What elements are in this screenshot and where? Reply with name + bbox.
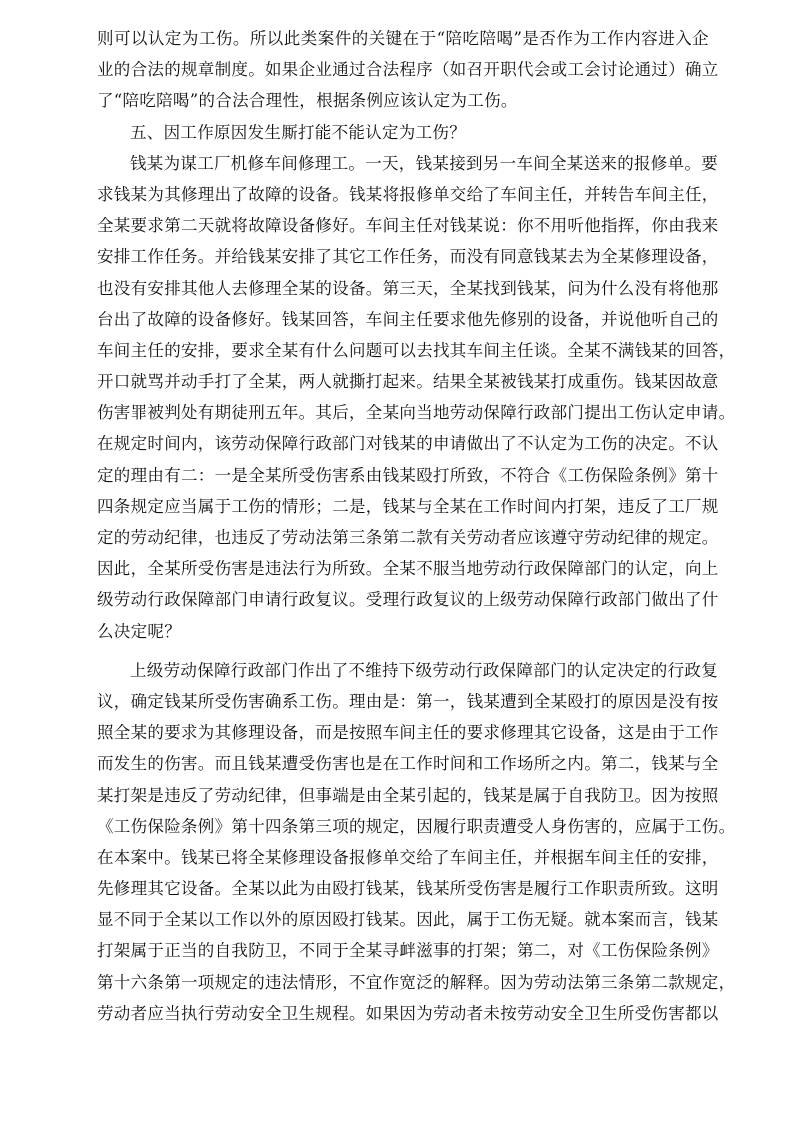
- text-line: 议，确定钱某所受伤害确系工伤。理由是：第一，钱某遭到全某殴打的原因是没有按: [97, 691, 719, 711]
- text-line: 显不同于全某以工作以外的原因殴打钱某。因此，属于工伤无疑。就本案而言，钱某: [97, 910, 719, 930]
- text-line: 开口就骂并动手打了全某，两人就撕打起来。结果全某被钱某打成重伤。钱某因故意: [97, 372, 719, 392]
- text-line: 伤害罪被判处有期徒刑五年。其后，全某向当地劳动保障行政部门提出工伤认定申请。: [97, 403, 736, 423]
- text-line: 照全某的要求为其修理设备，而是按照车间主任的要求修理其它设备，这是由于工作: [97, 723, 719, 743]
- text-line: 在本案中。钱某已将全某修理设备报修单交给了车间主任，并根据车间主任的安排，: [97, 847, 719, 867]
- text-line: 全某要求第二天就将故障设备修好。车间主任对钱某说：你不用听他指挥，你由我来: [97, 216, 719, 236]
- text-line: 先修理其它设备。全某以此为由殴打钱某，钱某所受伤害是履行工作职责所致。这明: [97, 879, 719, 899]
- text-line: 上级劳动保障行政部门作出了不维持下级劳动行政保障部门的认定决定的行政复: [130, 660, 718, 680]
- text-line: 定的理由有二：一是全某所受伤害系由钱某殴打所致，不符合《工伤保险条例》第十: [97, 465, 719, 485]
- text-line: 台出了故障的设备修好。钱某回答，车间主任要求他先修别的设备，并说他听自己的: [97, 309, 719, 329]
- text-line: 打架属于正当的自我防卫，不同于全某寻衅滋事的打架；第二，对《工伤保险条例》: [97, 941, 719, 961]
- text-line: 在规定时间内，该劳动保障行政部门对钱某的申请做出了不认定为工伤的决定。不认: [97, 434, 719, 454]
- text-line: 业的合法的规章制度。如果企业通过合法程序（如召开职代会或工会讨论通过）确立: [97, 60, 719, 80]
- text-line: 而发生的伤害。而且钱某遭受伤害也是在工作时间和工作场所之内。第二，钱某与全: [97, 754, 719, 774]
- paragraph-gap: [97, 647, 709, 655]
- text-line: 劳动者应当执行劳动安全卫生规程。如果因为劳动者未按劳动安全卫生所受伤害都以: [97, 1003, 719, 1023]
- text-line: 了“陪吃陪喝”的合法合理性，根据条例应该认定为工伤。: [97, 91, 518, 111]
- text-line: 四条规定应当属于工伤的情形；二是，钱某与全某在工作时间内打架，违反了工厂规: [97, 496, 719, 516]
- text-line: 某打架是违反了劳动纪律，但事端是由全某引起的，钱某是属于自我防卫。因为按照: [97, 785, 719, 805]
- text-line: 第十六条第一项规定的违法情形，不宜作宽泛的解释。因为劳动法第三条第二款规定，: [97, 972, 736, 992]
- text-line: 定的劳动纪律，也违反了劳动法第三条第二款有关劳动者应该遵守劳动纪律的规定。: [97, 528, 719, 547]
- text-line: 么决定呢？: [97, 621, 181, 641]
- text-line: 也没有安排其他人去修理全某的设备。第三天，全某找到钱某，问为什么没有将他那: [97, 278, 719, 298]
- text-line: 因此，全某所受伤害是违法行为所致。全某不服当地劳动行政保障部门的认定，向上: [97, 559, 719, 579]
- text-line: 级劳动行政保障部门申请行政复议。受理行政复议的上级劳动保障行政部门做出了什: [97, 590, 719, 610]
- text-line: 则可以认定为工伤。所以此类案件的关键在于“陪吃陪喝”是否作为工作内容进入企: [97, 29, 709, 48]
- section-heading: 五、因工作原因发生厮打能不能认定为工伤？: [130, 122, 466, 142]
- text-line: 钱某为谋工厂机修车间修理工。一天，钱某接到另一车间全某送来的报修单。要: [130, 153, 718, 173]
- text-line: 求钱某为其修理出了故障的设备。钱某将报修单交给了车间主任，并转告车间主任，: [97, 184, 719, 204]
- document-page: [97, 23, 736, 1029]
- text-line: 安排工作任务。并给钱某安排了其它工作任务，而没有同意钱某去为全某修理设备，: [97, 247, 719, 267]
- text-line: 《工伤保险条例》第十四条第三项的规定，因履行职责遭受人身伤害的，应属于工伤。: [97, 816, 736, 836]
- text-line: 车间主任的安排，要求全某有什么问题可以去找其车间主任谈。全某不满钱某的回答，: [97, 340, 736, 360]
